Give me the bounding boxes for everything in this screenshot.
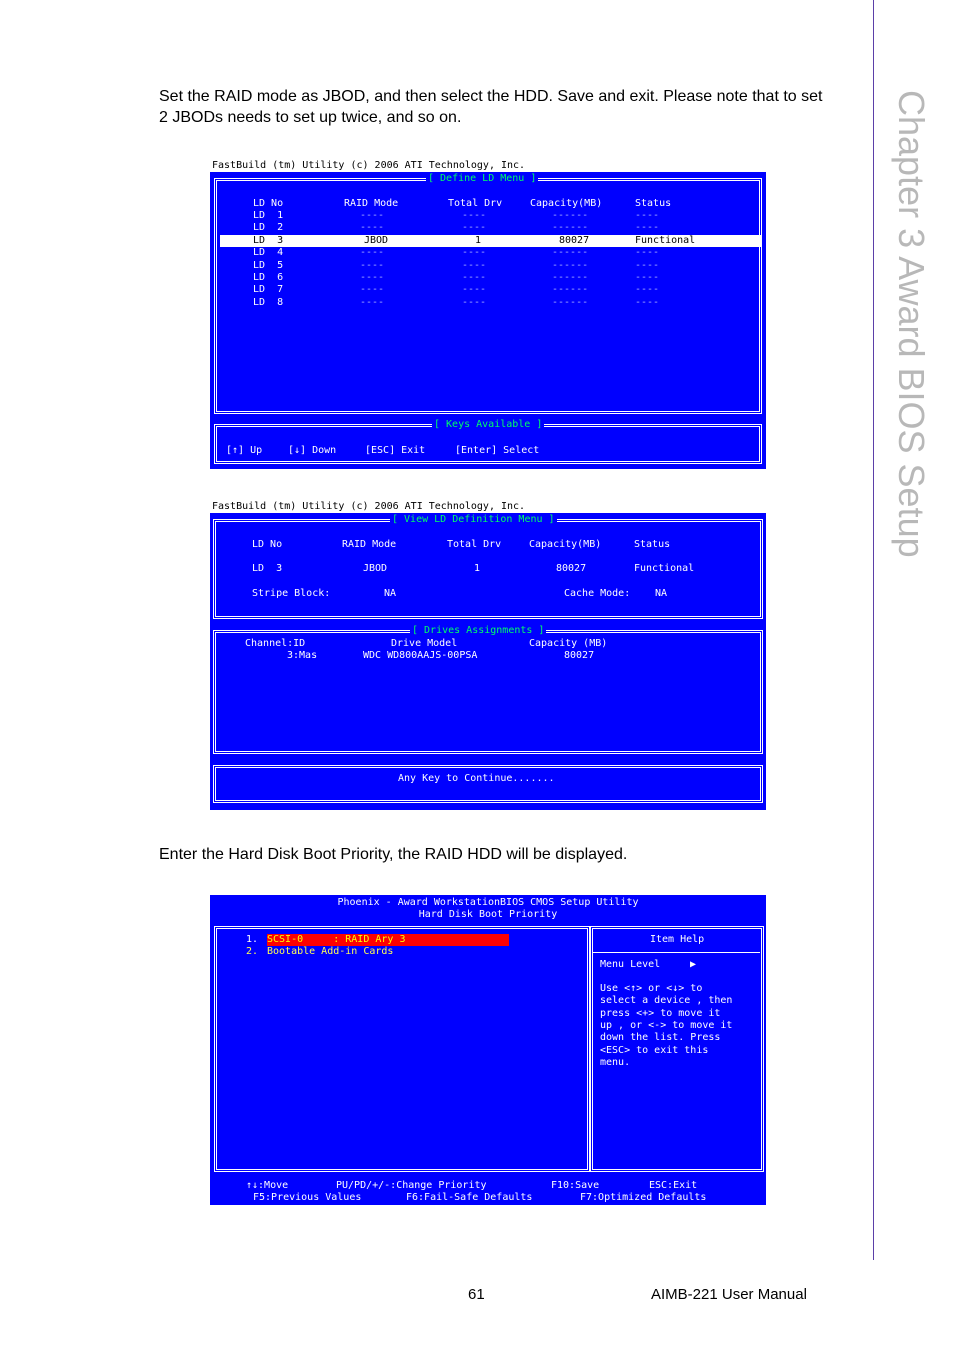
col-status: Status <box>635 198 672 209</box>
boot-item-2-number: 2. <box>246 946 259 957</box>
drive-col-model: Drive Model <box>391 638 458 649</box>
ld-row-cell: ---- <box>462 247 487 259</box>
drive-model: WDC WD800AAJS-00PSA <box>363 650 478 661</box>
ld-row-cell[interactable]: LD 3 <box>253 234 284 246</box>
col-ld-no: LD No <box>253 198 284 209</box>
footer-move: ↑↓:Move <box>246 1180 289 1191</box>
boot-list-frame <box>214 926 590 1172</box>
key-esc: [ESC] Exit <box>365 445 426 456</box>
cache-mode-value: NA <box>655 588 668 599</box>
ld-row-cell: ---- <box>360 272 385 283</box>
ld-row-cell: ---- <box>360 210 385 221</box>
boot-item-addin[interactable]: Bootable Add-in Cards <box>267 946 394 957</box>
middle-paragraph: Enter the Hard Disk Boot Priority, the RAID HDD will be displayed. <box>159 846 628 863</box>
footer-previous: F5:Previous Values <box>253 1192 362 1203</box>
footer-change-priority: PU/PD/+/-:Change Priority <box>336 1180 487 1191</box>
ld-row-cell: ---- <box>635 247 660 259</box>
col-capacity: Capacity(MB) <box>530 198 603 209</box>
ld-row-cell: ------ <box>552 272 589 283</box>
help-line: <ESC> to exit this <box>600 1044 709 1056</box>
screen2-titlebar: FastBuild (tm) Utility (c) 2006 ATI Technology, Inc. <box>210 501 766 513</box>
ld-row-cell: ---- <box>462 296 487 308</box>
footer-exit: ESC:Exit <box>649 1180 698 1191</box>
ld-row-cell: ---- <box>360 259 385 271</box>
s2-col-raid-mode: RAID Mode <box>342 539 397 550</box>
manual-title: AIMB-221 User Manual <box>651 1286 807 1303</box>
screen3-title: Phoenix - Award WorkstationBIOS CMOS Setup Utility <box>337 897 639 908</box>
ld-row-cell: ---- <box>360 296 385 308</box>
ld-row-cell: ------ <box>552 210 589 221</box>
ld-row-cell: JBOD <box>364 234 389 246</box>
help-line: press <+> to move it <box>600 1007 721 1019</box>
bios-screen-boot-priority <box>210 895 766 1205</box>
ld-row-cell: ---- <box>635 210 660 221</box>
s2-ld-no: LD 3 <box>252 563 283 574</box>
boot-item-1-number: 1. <box>246 934 259 945</box>
key-up: [↑] Up <box>226 445 263 456</box>
screen1-titlebar: FastBuild (tm) Utility (c) 2006 ATI Technology, Inc. <box>210 160 766 172</box>
menu-level-label: Menu Level <box>600 959 661 970</box>
footer-optimized: F7:Optimized Defaults <box>580 1192 707 1203</box>
ld-row-cell: ---- <box>635 259 660 271</box>
help-line: menu. <box>600 1056 631 1068</box>
ld-row-cell: ---- <box>635 272 660 283</box>
ld-row-cell: ---- <box>360 222 385 234</box>
menu-level-arrow-icon: ▶ <box>690 959 697 970</box>
ld-row-cell[interactable]: LD 5 <box>253 259 284 271</box>
ld-row-cell: ---- <box>462 272 487 283</box>
bios-screen-view-ld <box>210 501 766 810</box>
s2-col-total-drv: Total Drv <box>447 539 502 550</box>
ld-row-cell: ------ <box>552 247 589 259</box>
ld-row-cell: ---- <box>635 296 660 308</box>
key-down: [↓] Down <box>288 445 337 456</box>
ld-row-cell: 80027 <box>559 234 590 246</box>
cache-mode-label: Cache Mode: <box>564 588 631 599</box>
key-enter: [Enter] Select <box>455 445 540 456</box>
ld-row-cell: 1 <box>475 234 482 246</box>
screen2-section-title: [ View LD Definition Menu ] <box>392 514 555 525</box>
ld-row-cell: ---- <box>462 259 487 271</box>
col-total-drv: Total Drv <box>448 198 503 209</box>
s2-status: Functional <box>634 563 695 574</box>
chapter-heading: Chapter 3 Award BIOS Setup <box>891 90 932 558</box>
ld-row-cell: Functional <box>635 234 696 246</box>
side-rule <box>873 0 874 1260</box>
stripe-block-value: NA <box>384 588 397 599</box>
col-raid-mode: RAID Mode <box>344 198 399 209</box>
s2-total-drv: 1 <box>474 563 481 574</box>
footer-fail-safe: F6:Fail-Safe Defaults <box>406 1192 533 1203</box>
ld-row-cell: ------ <box>552 284 589 296</box>
continue-prompt: Any Key to Continue....... <box>398 773 555 784</box>
intro-paragraph: Set the RAID mode as JBOD, and then select the HDD. Save and exit. Please note that to set 2 JBODs needs to set up twice, and so on. <box>159 88 823 126</box>
help-line: up , or <-> to move it <box>600 1019 733 1031</box>
page-number: 61 <box>468 1286 485 1303</box>
ld-row-cell: ---- <box>360 284 385 296</box>
ld-row-cell[interactable]: LD 8 <box>253 296 284 308</box>
boot-item-raid[interactable]: SCSI-0 : RAID Ary 3 <box>267 934 509 946</box>
help-line: Use <↑> or <↓> to <box>600 983 703 994</box>
stripe-block-label: Stripe Block: <box>252 588 331 599</box>
ld-row-cell: ------ <box>552 222 589 234</box>
item-help-title: Item Help <box>650 934 705 945</box>
ld-row-cell: ---- <box>635 284 660 296</box>
s2-capacity: 80027 <box>556 563 587 574</box>
drives-title: [ Drives Assignments ] <box>412 625 545 636</box>
ld-row-cell[interactable]: LD 1 <box>253 210 284 221</box>
ld-row-cell: ------ <box>552 296 589 308</box>
ld-row-cell: ---- <box>635 222 660 234</box>
keys-title: [ Keys Available ] <box>434 419 543 430</box>
ld-row-cell[interactable]: LD 6 <box>253 272 284 283</box>
bios-screen-define-ld <box>210 160 766 469</box>
ld-row-cell: ---- <box>462 210 487 221</box>
ld-row-cell: ---- <box>360 247 385 259</box>
ld-row-cell: ---- <box>462 222 487 234</box>
ld-row-cell[interactable]: LD 2 <box>253 222 284 234</box>
help-divider <box>592 952 760 953</box>
help-line: down the list. Press <box>600 1032 721 1044</box>
drive-col-capacity: Capacity (MB) <box>529 638 608 649</box>
ld-row-cell[interactable]: LD 7 <box>253 284 284 296</box>
ld-row-cell: ------ <box>552 259 589 271</box>
screen1-section-title: [ Define LD Menu ] <box>428 173 537 184</box>
drive-capacity: 80027 <box>564 650 595 661</box>
drive-col-channel: Channel:ID <box>245 638 306 649</box>
s2-raid-mode: JBOD <box>363 563 388 574</box>
drive-channel: 3:Mas <box>287 650 318 661</box>
screen1-main-frame <box>214 178 762 414</box>
screen3-subtitle: Hard Disk Boot Priority <box>418 909 558 920</box>
footer-save: F10:Save <box>551 1180 600 1191</box>
ld-row-cell[interactable]: LD 4 <box>253 247 284 259</box>
s2-col-status: Status <box>634 539 671 550</box>
s2-col-capacity: Capacity(MB) <box>529 539 602 550</box>
s2-col-ld-no: LD No <box>252 539 283 550</box>
help-line: select a device , then <box>600 995 733 1007</box>
ld-row-cell: ---- <box>462 284 487 296</box>
